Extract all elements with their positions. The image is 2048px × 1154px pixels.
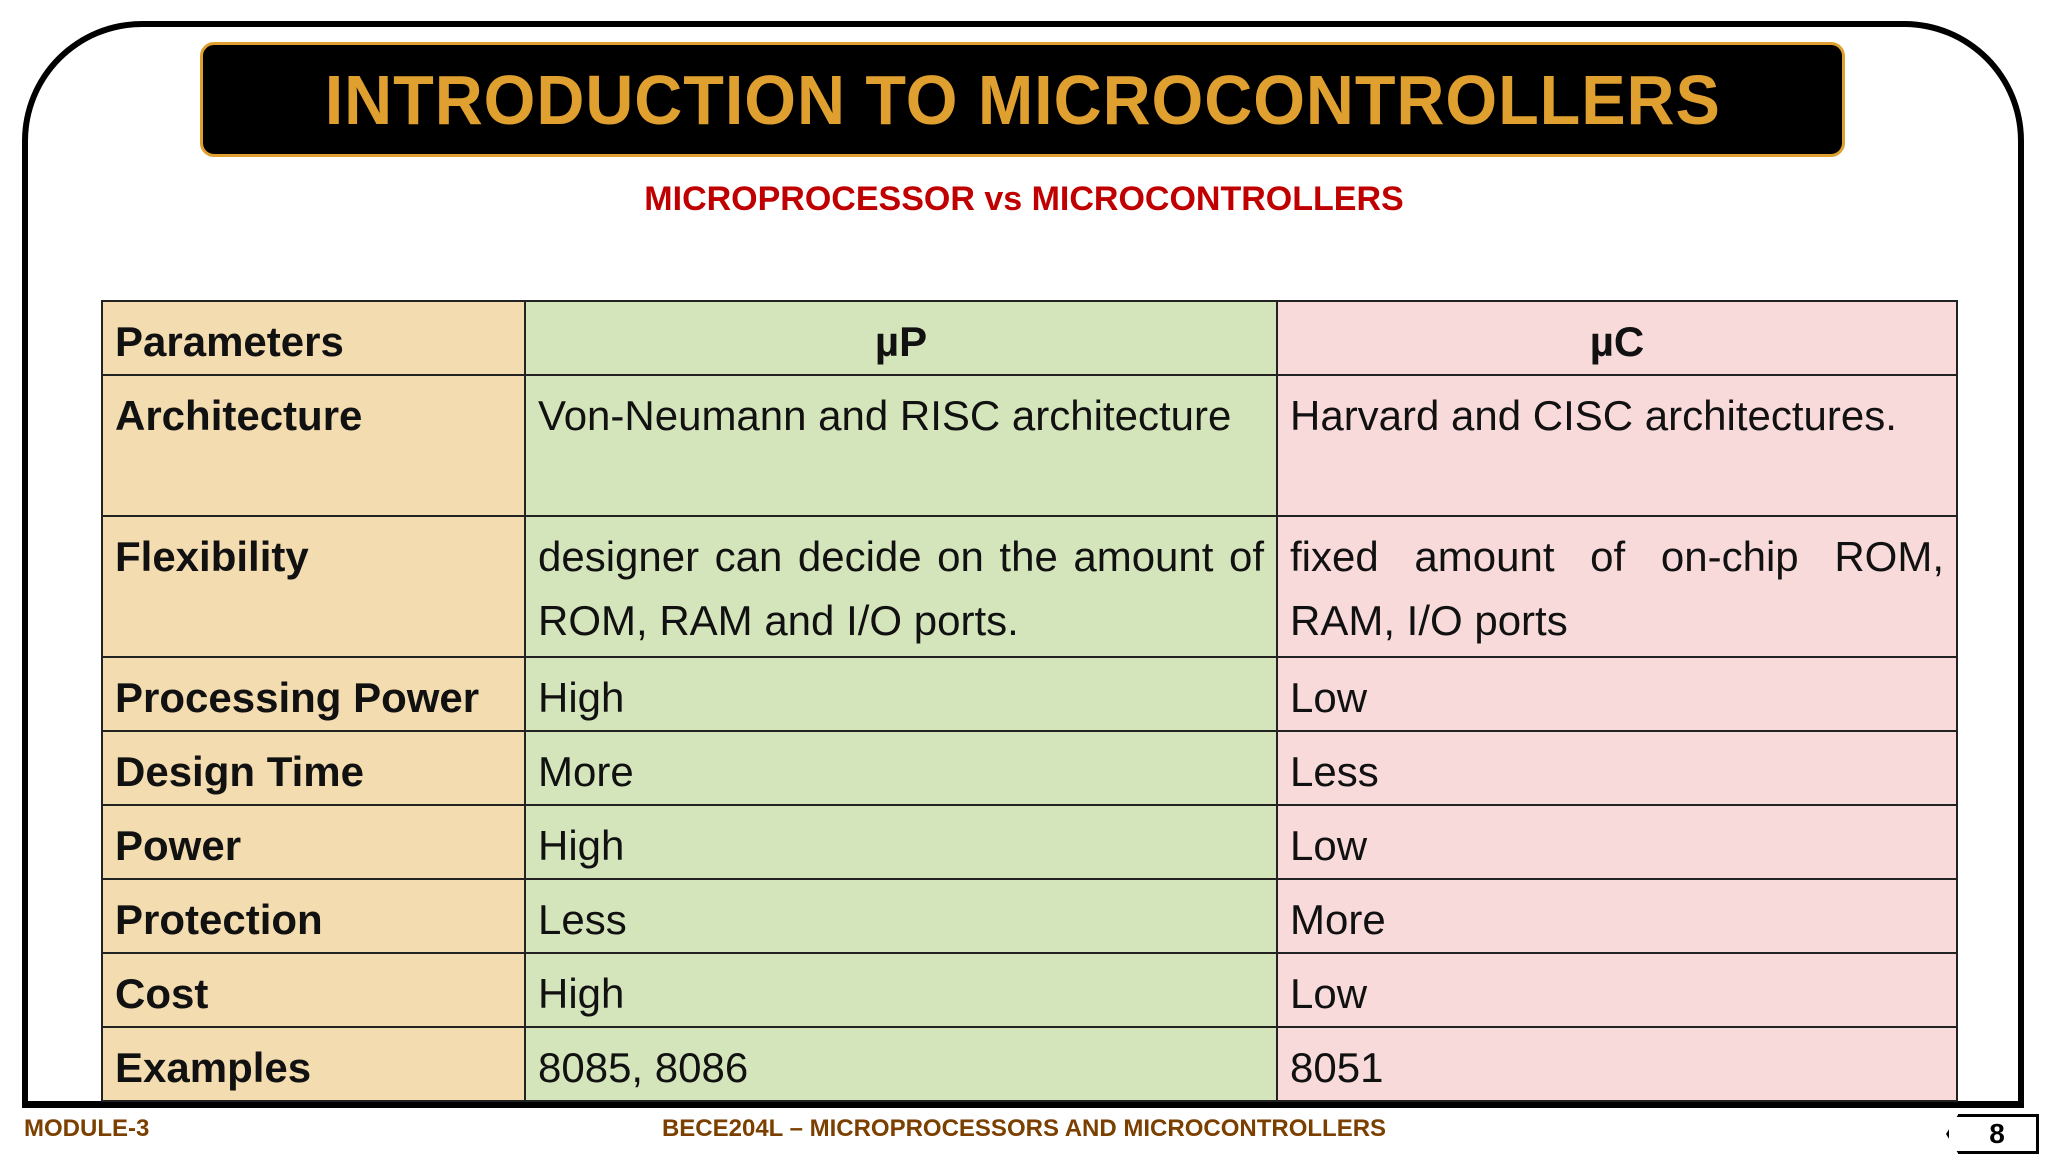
uc-cell: fixed amount of on-chip ROM, RAM, I/O ports bbox=[1277, 516, 1957, 657]
up-cell: Von-Neumann and RISC architecture bbox=[525, 375, 1277, 516]
up-cell: Less bbox=[525, 879, 1277, 953]
uc-cell: Less bbox=[1277, 731, 1957, 805]
up-cell: High bbox=[525, 805, 1277, 879]
param-cell: Flexibility bbox=[102, 516, 525, 657]
table-row bbox=[102, 805, 1957, 879]
up-cell: High bbox=[525, 657, 1277, 731]
header-microprocessor: µP bbox=[525, 301, 1277, 375]
comparison-table bbox=[101, 300, 1958, 1102]
param-cell: Processing Power bbox=[102, 657, 525, 731]
table-row bbox=[102, 657, 1957, 731]
up-cell: High bbox=[525, 953, 1277, 1027]
footer-course: BECE204L – MICROPROCESSORS AND MICROCONTROLLERS bbox=[661, 1115, 1387, 1142]
page-number: 8 bbox=[1958, 1114, 2039, 1154]
table-row bbox=[102, 879, 1957, 953]
uc-cell: More bbox=[1277, 879, 1957, 953]
table-row bbox=[102, 516, 1957, 657]
param-cell: Architecture bbox=[102, 375, 525, 516]
uc-cell: Low bbox=[1277, 657, 1957, 731]
uc-cell: Low bbox=[1277, 805, 1957, 879]
uc-cell: Low bbox=[1277, 953, 1957, 1027]
slide-title: INTRODUCTION TO MICROCONTROLLERS bbox=[324, 60, 1721, 139]
param-cell: Protection bbox=[102, 879, 525, 953]
up-cell: designer can decide on the amount of ROM, RAM and I/O ports. bbox=[525, 516, 1277, 657]
table-row bbox=[102, 375, 1957, 516]
footer-module: MODULE-3 bbox=[24, 1115, 150, 1142]
table-row bbox=[102, 731, 1957, 805]
header-microcontroller: µC bbox=[1277, 301, 1957, 375]
param-cell: Design Time bbox=[102, 731, 525, 805]
table-header-row bbox=[102, 301, 1957, 375]
param-cell: Cost bbox=[102, 953, 525, 1027]
param-cell: Examples bbox=[102, 1027, 525, 1101]
slide-subtitle: MICROPROCESSOR vs MICROCONTROLLERS bbox=[644, 180, 1404, 218]
title-banner bbox=[200, 42, 1845, 157]
uc-cell: 8051 bbox=[1277, 1027, 1957, 1101]
uc-cell: Harvard and CISC architectures. bbox=[1277, 375, 1957, 516]
header-parameters: Parameters bbox=[102, 301, 525, 375]
table-row bbox=[102, 953, 1957, 1027]
up-cell: 8085, 8086 bbox=[525, 1027, 1277, 1101]
table-row bbox=[102, 1027, 1957, 1101]
param-cell: Power bbox=[102, 805, 525, 879]
up-cell: More bbox=[525, 731, 1277, 805]
